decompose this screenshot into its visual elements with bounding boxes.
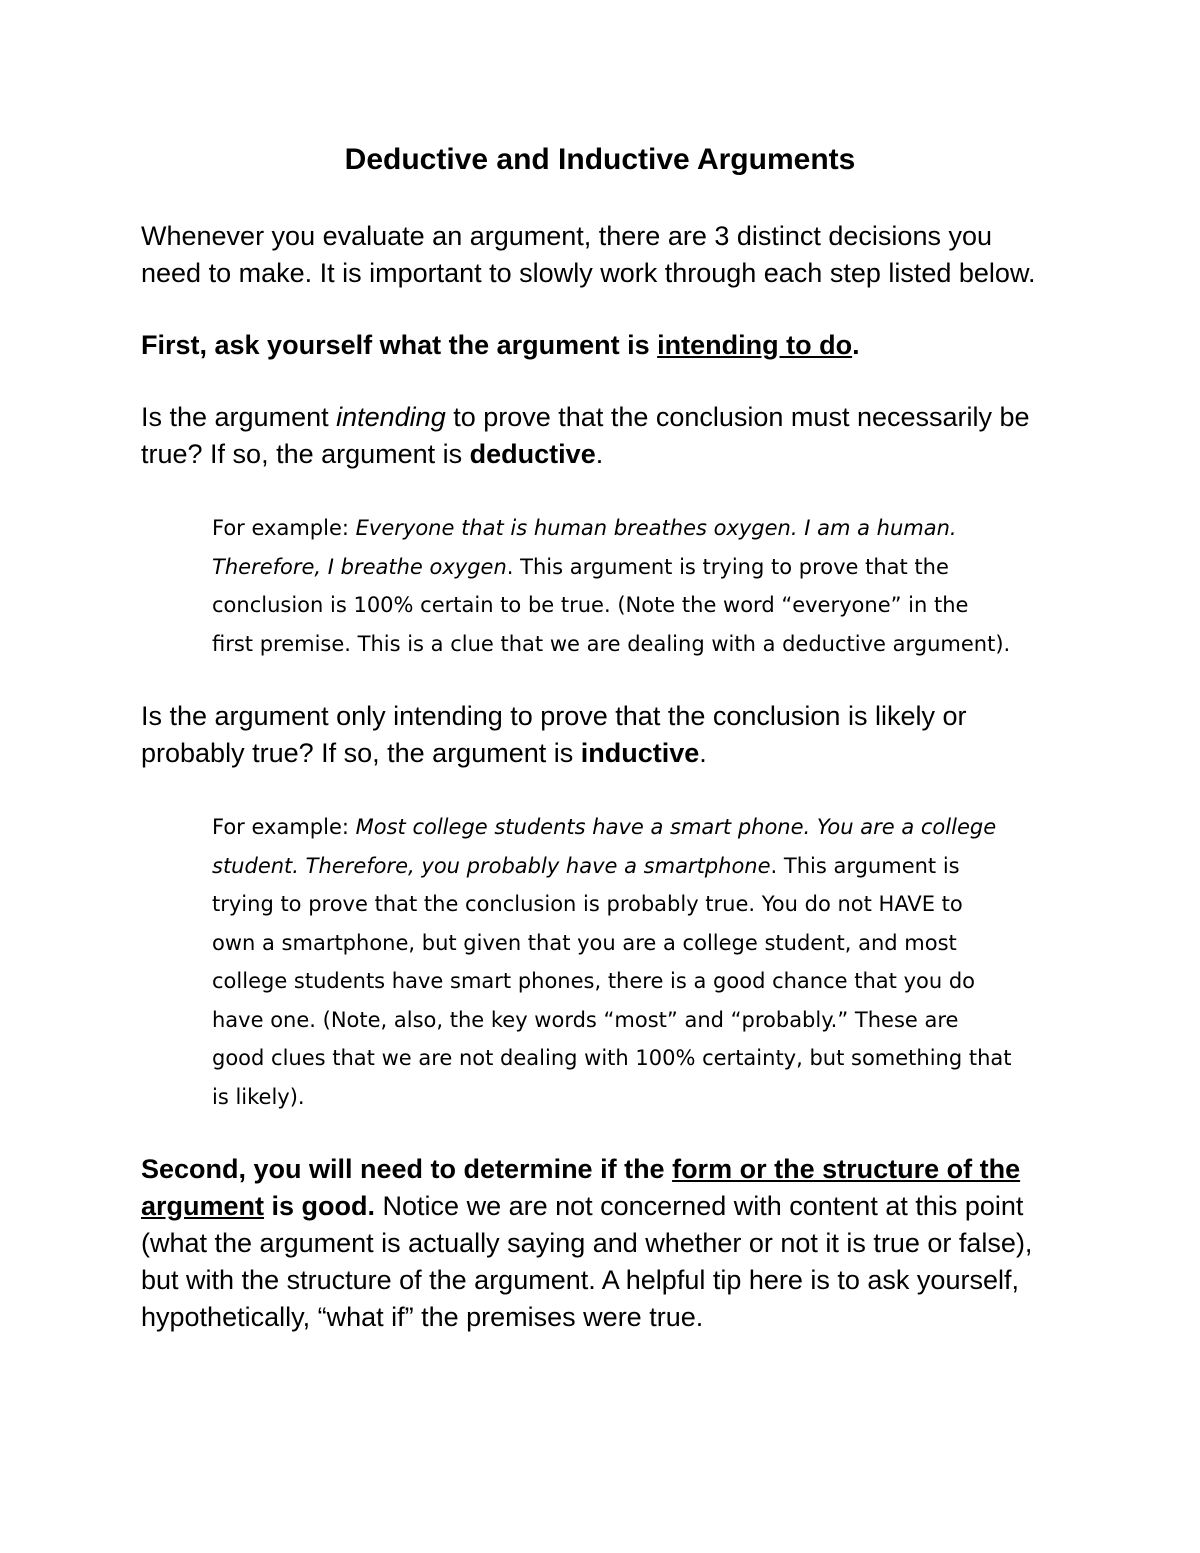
inductive-ex-prefix: For example: [212, 815, 356, 839]
deductive-question [141, 399, 1071, 473]
second-step-line-5: hypothetically, “what if” the premises were true. [141, 1302, 704, 1332]
second-step-line-3: (what the argument is actually saying and whether or not it is true or false), [141, 1228, 1033, 1258]
first-step-lead: First, ask yourself what the argument is [141, 330, 658, 360]
document-title: Deductive and Inductive Arguments [344, 143, 856, 176]
deductive-ex-italic-2: Therefore, I breathe oxygen [212, 554, 507, 579]
first-step-heading [141, 327, 1071, 364]
inductive-example [212, 808, 1072, 1116]
inductive-ex-line-5: college students have smart phones, there is a good chance that you do [212, 969, 976, 993]
inductive-ex-line-7: good clues that we are not dealing with 100% certainty, but something that [212, 1046, 1012, 1070]
deductive-ex-line-4: first premise. This is a clue that we are dealing with a deductive argument). [212, 631, 1011, 656]
intro-line-1: Whenever you evaluate an argument, there are 3 distinct decisions you [141, 221, 992, 251]
deductive-ex-line-3: conclusion is 100% certain to be true. (Note the word “everyone” in the [212, 593, 969, 617]
first-step-end: . [852, 330, 860, 360]
inductive-q-end: . [699, 738, 707, 768]
deductive-ex-prefix: For example: [212, 516, 356, 540]
inductive-question [141, 698, 1071, 772]
second-step-line-2: Notice we are not concerned with content at this point [375, 1191, 1024, 1221]
inductive-q-line-1: Is the argument only intending to prove that the conclusion is likely or [141, 701, 967, 731]
inductive-ex-line-4: own a smartphone, but given that you are a college student, and most [212, 930, 957, 955]
second-step-underlined-1: form or the structure of the [672, 1154, 1021, 1184]
inductive-ex-line-3: trying to prove that the conclusion is probably true. You do not HAVE to [212, 892, 963, 916]
deductive-q-part-1: Is the argument [141, 402, 337, 432]
first-step-underlined: intending to do [657, 330, 853, 360]
deductive-q-part-2: to prove that the conclusion must necessarily be [445, 402, 1030, 432]
deductive-example [212, 509, 1072, 663]
inductive-ex-line-6: have one. (Note, also, the key words “most” and “probably.” These are [212, 1007, 959, 1032]
inductive-ex-italic-2: student. Therefore, you probably have a smartphone [212, 853, 771, 878]
intro-paragraph [141, 218, 1071, 292]
deductive-ex-line-2: . This argument is trying to prove that the [506, 554, 949, 579]
second-step-line-4: but with the structure of the argument. A helpful tip here is to ask yourself, [141, 1265, 1019, 1295]
deductive-ex-italic-1: Everyone that is human breathes oxygen. I am a human. [355, 516, 957, 540]
second-step-bold: is good. [264, 1191, 376, 1221]
second-step-paragraph [141, 1151, 1071, 1336]
intro-line-2: need to make. It is important to slowly work through each step listed below. [141, 258, 1036, 288]
inductive-ex-italic-1: Most college students have a smart phone. You are a college [355, 815, 997, 839]
deductive-q-part-3: true? If so, the argument is [141, 439, 470, 469]
inductive-ex-line-2: . This argument is [770, 853, 960, 878]
second-step-lead: Second, you will need to determine if the [141, 1154, 673, 1184]
deductive-term: deductive [469, 439, 596, 469]
deductive-q-end: . [595, 439, 604, 469]
second-step-underlined-2: argument [141, 1191, 265, 1221]
inductive-q-part-2: probably true? If so, the argument is [141, 738, 581, 768]
deductive-q-italic: intending [336, 402, 446, 432]
inductive-term: inductive [580, 738, 700, 768]
inductive-ex-line-8: is likely). [212, 1084, 305, 1109]
